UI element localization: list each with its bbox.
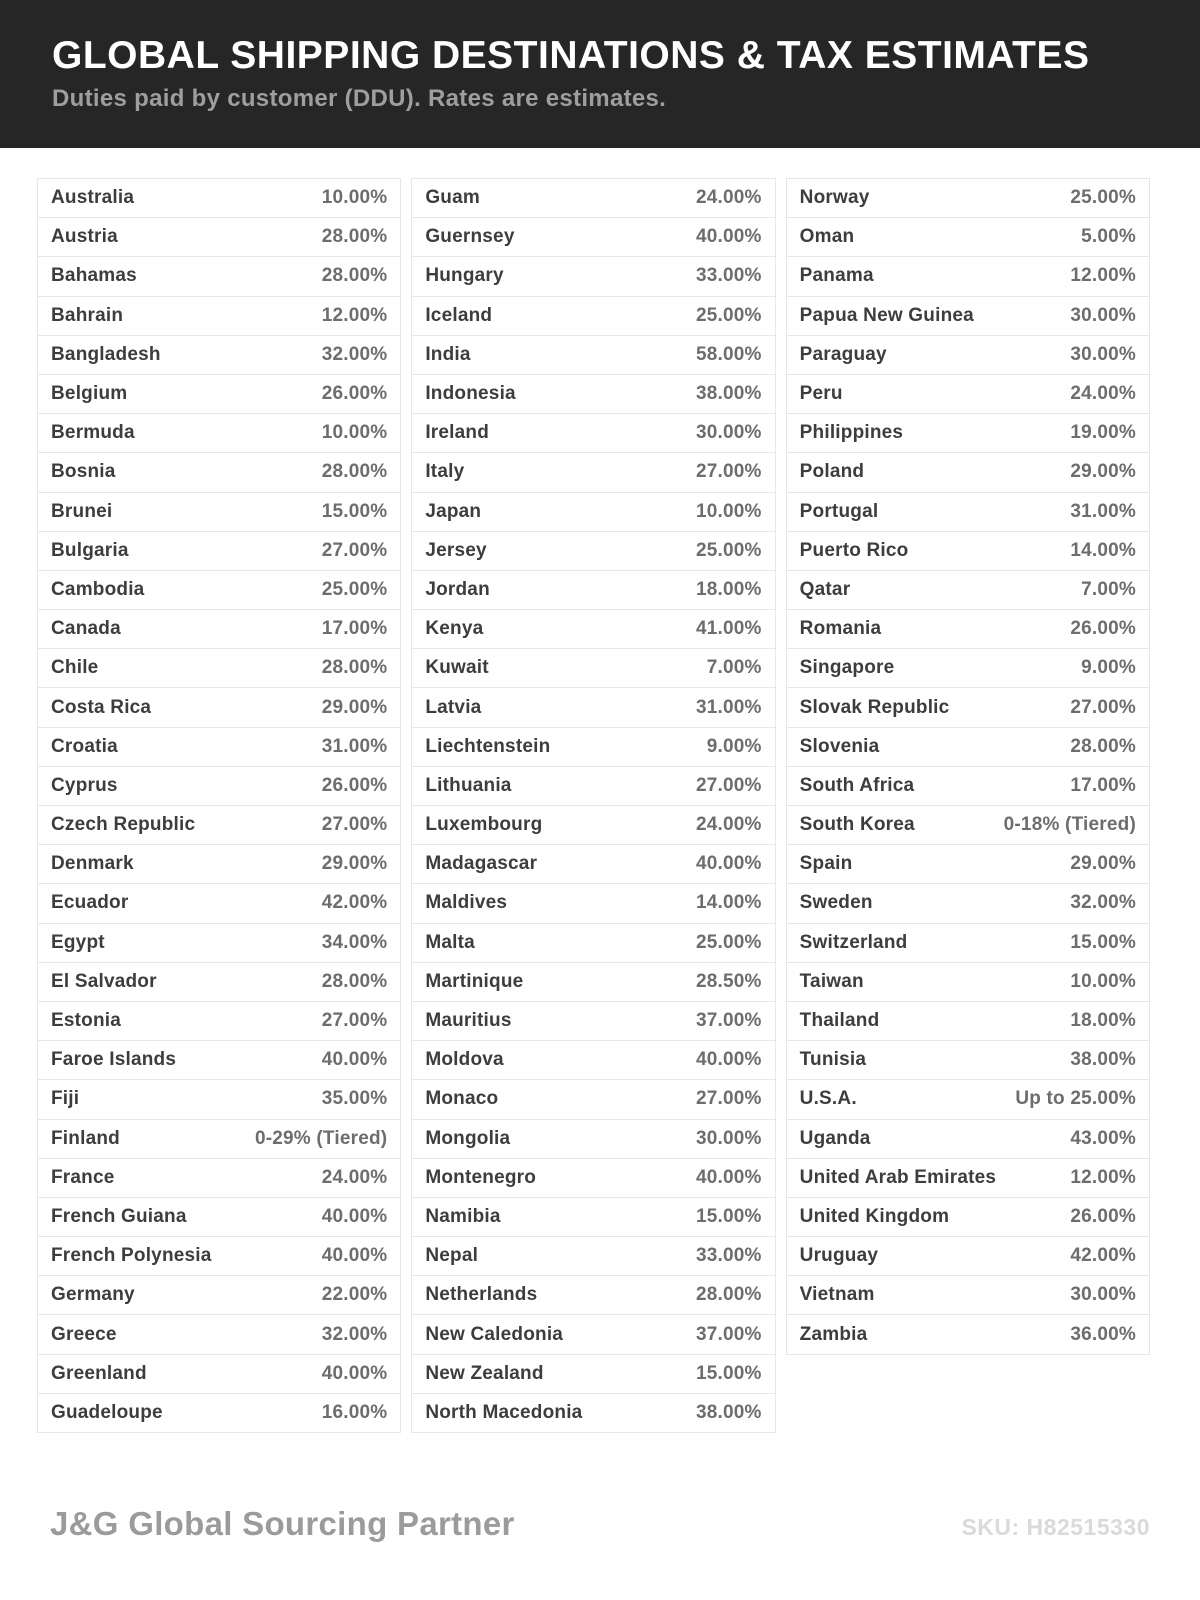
country-name: French Guiana — [51, 1205, 187, 1227]
tax-rate: 24.00% — [321, 1166, 388, 1188]
country-name: France — [51, 1166, 115, 1188]
country-name: Uganda — [799, 1127, 871, 1149]
tax-rate: 12.00% — [1070, 1166, 1136, 1188]
country-name: South Korea — [799, 814, 915, 836]
table-row — [412, 1159, 774, 1198]
country-name: Guadeloupe — [51, 1401, 163, 1423]
tax-rate: 5.00% — [1081, 226, 1136, 248]
country-name: Kenya — [425, 618, 484, 640]
tax-rate: 25.00% — [1070, 187, 1136, 209]
country-name: Croatia — [51, 735, 118, 757]
page-footer — [50, 1505, 1150, 1543]
table-row — [412, 884, 774, 923]
table-row — [412, 1120, 774, 1159]
table-row — [787, 649, 1149, 688]
tax-rate: 10.00% — [696, 500, 762, 522]
table-row — [787, 688, 1149, 727]
page-title: GLOBAL SHIPPING DESTINATIONS & TAX ESTIMATES — [52, 34, 1090, 77]
table-row — [38, 1276, 400, 1315]
tax-rate: 40.00% — [696, 1166, 762, 1188]
tax-rate: 28.00% — [321, 461, 388, 483]
country-name: Costa Rica — [51, 696, 152, 718]
country-name: United Arab Emirates — [799, 1166, 997, 1188]
country-name: Czech Republic — [51, 814, 196, 836]
tax-rate: 26.00% — [321, 383, 388, 405]
table-row — [412, 1198, 774, 1237]
tax-rate: 32.00% — [1070, 892, 1136, 914]
country-name: Guam — [425, 187, 480, 209]
tax-rate: 0-29% (Tiered) — [254, 1127, 388, 1149]
country-name: New Caledonia — [425, 1323, 564, 1345]
country-name: Papua New Guinea — [799, 304, 974, 326]
table-row — [38, 1159, 400, 1198]
table-row — [787, 1198, 1149, 1237]
country-name: Brunei — [51, 500, 113, 522]
tax-rate: 19.00% — [1070, 422, 1136, 444]
table-row — [38, 688, 400, 727]
tax-rate: 12.00% — [1070, 265, 1136, 287]
country-name: Fiji — [51, 1088, 80, 1110]
table-row — [38, 767, 400, 806]
country-name: Portugal — [799, 500, 879, 522]
country-name: Netherlands — [425, 1284, 538, 1306]
table-row — [38, 375, 400, 414]
table-row — [412, 1002, 774, 1041]
country-name: Ecuador — [51, 892, 129, 914]
country-name: Latvia — [425, 696, 482, 718]
table-row — [787, 218, 1149, 257]
table-row — [787, 924, 1149, 963]
country-name: Romania — [799, 618, 882, 640]
country-name: Estonia — [51, 1010, 122, 1032]
table-row — [412, 375, 774, 414]
country-name: Taiwan — [799, 970, 864, 992]
table-row — [412, 179, 774, 218]
table-row — [412, 1276, 774, 1315]
table-row — [787, 297, 1149, 336]
country-name: Denmark — [51, 853, 134, 875]
tax-rate: 30.00% — [1070, 343, 1136, 365]
country-name: Moldova — [425, 1049, 504, 1071]
country-name: Norway — [799, 187, 870, 209]
table-row — [412, 845, 774, 884]
tax-rate: 24.00% — [696, 187, 762, 209]
tax-rate: 26.00% — [1070, 618, 1136, 640]
table-row — [38, 493, 400, 532]
tax-rate: 30.00% — [696, 422, 762, 444]
table-row — [38, 884, 400, 923]
tax-rate: 25.00% — [696, 539, 762, 561]
country-name: Bahamas — [51, 265, 137, 287]
table-row — [787, 414, 1149, 453]
country-name: El Salvador — [51, 970, 157, 992]
tax-rate: Up to 25.00% — [1015, 1088, 1136, 1110]
table-row — [38, 414, 400, 453]
country-name: Australia — [51, 187, 135, 209]
country-name: Jordan — [425, 578, 490, 600]
tax-rate: 40.00% — [696, 853, 762, 875]
table-row — [787, 493, 1149, 532]
tax-rate: 17.00% — [321, 618, 388, 640]
sku-label: SKU: H82515330 — [961, 1514, 1150, 1540]
tax-rate: 27.00% — [1070, 696, 1136, 718]
tax-rate: 27.00% — [696, 461, 762, 483]
country-name: Greenland — [51, 1362, 147, 1384]
country-name: Austria — [51, 226, 118, 248]
table-row — [412, 610, 774, 649]
country-name: Japan — [425, 500, 482, 522]
tax-rate: 40.00% — [696, 226, 762, 248]
tax-rate: 15.00% — [696, 1362, 762, 1384]
tax-rate: 7.00% — [706, 657, 762, 679]
country-name: Qatar — [799, 578, 851, 600]
table-row — [38, 257, 400, 296]
tax-rate: 18.00% — [696, 578, 762, 600]
tax-rate: 33.00% — [696, 1245, 762, 1267]
country-name: Spain — [799, 853, 853, 875]
tax-rate: 28.00% — [321, 657, 388, 679]
country-name: North Macedonia — [425, 1401, 583, 1423]
rates-column-3 — [786, 178, 1150, 1355]
tax-rate: 15.00% — [321, 500, 388, 522]
tax-rate: 9.00% — [1081, 657, 1136, 679]
table-row — [38, 610, 400, 649]
tax-rate: 32.00% — [321, 343, 388, 365]
tax-rate: 28.00% — [321, 265, 388, 287]
tax-rate: 30.00% — [696, 1127, 762, 1149]
table-row — [787, 1041, 1149, 1080]
country-name: Lithuania — [425, 774, 512, 796]
tax-rate: 10.00% — [321, 187, 388, 209]
table-row — [787, 963, 1149, 1002]
tax-rate: 25.00% — [696, 304, 762, 326]
country-name: Thailand — [799, 1010, 880, 1032]
tax-rate: 29.00% — [321, 853, 388, 875]
country-name: Bangladesh — [51, 343, 161, 365]
country-name: Slovenia — [799, 735, 880, 757]
tax-rate: 31.00% — [696, 696, 762, 718]
country-name: Guernsey — [425, 226, 515, 248]
country-name: Greece — [51, 1323, 117, 1345]
country-name: Sweden — [799, 892, 873, 914]
tax-rate: 40.00% — [321, 1245, 388, 1267]
country-name: Switzerland — [799, 931, 908, 953]
table-row — [38, 336, 400, 375]
table-row — [787, 884, 1149, 923]
table-row — [38, 218, 400, 257]
table-row — [412, 1315, 774, 1354]
country-name: Mongolia — [425, 1127, 511, 1149]
country-name: Mauritius — [425, 1010, 512, 1032]
country-name: Oman — [799, 226, 855, 248]
rates-column-1 — [37, 178, 401, 1433]
table-row — [38, 1041, 400, 1080]
country-name: Liechtenstein — [425, 735, 551, 757]
country-name: South Africa — [799, 774, 915, 796]
country-name: Poland — [799, 461, 865, 483]
table-row — [787, 767, 1149, 806]
country-name: French Polynesia — [51, 1245, 212, 1267]
tax-rate: 27.00% — [321, 814, 388, 836]
table-row — [787, 845, 1149, 884]
table-row — [412, 767, 774, 806]
country-name: Canada — [51, 618, 121, 640]
country-name: Faroe Islands — [51, 1049, 177, 1071]
table-row — [38, 728, 400, 767]
tax-rate: 0-18% (Tiered) — [1003, 814, 1136, 836]
tax-rate: 40.00% — [321, 1205, 388, 1227]
country-name: Malta — [425, 931, 475, 953]
table-row — [38, 1394, 400, 1432]
country-name: Vietnam — [799, 1284, 875, 1306]
rates-column-2 — [411, 178, 775, 1433]
tax-rate: 42.00% — [321, 892, 388, 914]
table-row — [787, 179, 1149, 218]
tax-rate: 28.00% — [1070, 735, 1136, 757]
country-name: Singapore — [799, 657, 895, 679]
table-row — [412, 1080, 774, 1119]
page-header — [0, 0, 1200, 148]
table-row — [38, 1002, 400, 1041]
tax-rate: 29.00% — [1070, 853, 1136, 875]
table-row — [412, 963, 774, 1002]
country-name: Chile — [51, 657, 99, 679]
table-row — [412, 1041, 774, 1080]
country-name: Germany — [51, 1284, 135, 1306]
tax-rate: 10.00% — [1070, 970, 1136, 992]
tax-rate: 33.00% — [696, 265, 762, 287]
country-name: Egypt — [51, 931, 105, 953]
country-name: Jersey — [425, 539, 487, 561]
tax-rate: 15.00% — [696, 1205, 762, 1227]
tax-rate: 25.00% — [696, 931, 762, 953]
table-row — [787, 1159, 1149, 1198]
table-row — [38, 1198, 400, 1237]
page-subtitle: Duties paid by customer (DDU). Rates are estimates. — [52, 84, 667, 112]
tax-rate: 27.00% — [321, 539, 388, 561]
tax-rate: 22.00% — [321, 1284, 388, 1306]
tax-rate: 40.00% — [696, 1049, 762, 1071]
tax-rate: 25.00% — [321, 578, 388, 600]
tax-rate: 15.00% — [1070, 931, 1136, 953]
table-row — [412, 728, 774, 767]
table-row — [412, 649, 774, 688]
tax-rate: 26.00% — [1070, 1205, 1136, 1227]
country-name: Montenegro — [425, 1166, 537, 1188]
country-name: New Zealand — [425, 1362, 544, 1384]
country-name: Madagascar — [425, 853, 538, 875]
tax-rate: 38.00% — [696, 383, 762, 405]
tax-rate: 14.00% — [696, 892, 762, 914]
tax-rate: 27.00% — [696, 774, 762, 796]
tax-rate: 18.00% — [1070, 1010, 1136, 1032]
table-row — [412, 414, 774, 453]
table-row — [412, 297, 774, 336]
country-name: Belgium — [51, 383, 128, 405]
tax-rate: 32.00% — [321, 1323, 388, 1345]
table-row — [412, 218, 774, 257]
table-row — [38, 963, 400, 1002]
table-row — [412, 688, 774, 727]
country-name: Monaco — [425, 1088, 499, 1110]
tax-rate: 28.00% — [321, 970, 388, 992]
country-name: Italy — [425, 461, 465, 483]
table-row — [412, 924, 774, 963]
tax-rate: 28.50% — [696, 970, 762, 992]
table-row — [38, 1120, 400, 1159]
tax-rate: 16.00% — [321, 1401, 388, 1423]
table-row — [787, 453, 1149, 492]
tax-rate: 43.00% — [1070, 1127, 1136, 1149]
table-row — [412, 453, 774, 492]
table-row — [38, 297, 400, 336]
country-name: Panama — [799, 265, 874, 287]
country-name: Philippines — [799, 422, 904, 444]
tax-rate: 37.00% — [696, 1323, 762, 1345]
country-name: Maldives — [425, 892, 508, 914]
table-row — [38, 1315, 400, 1354]
tax-rate-table — [37, 178, 1150, 1433]
country-name: Uruguay — [799, 1245, 879, 1267]
table-row — [412, 257, 774, 296]
tax-rate: 24.00% — [696, 814, 762, 836]
country-name: Peru — [799, 383, 843, 405]
tax-rate: 14.00% — [1070, 539, 1136, 561]
country-name: Martinique — [425, 970, 524, 992]
country-name: Bosnia — [51, 461, 116, 483]
tax-rate: 41.00% — [696, 618, 762, 640]
table-row — [787, 336, 1149, 375]
country-name: Kuwait — [425, 657, 489, 679]
table-row — [787, 1120, 1149, 1159]
table-row — [412, 806, 774, 845]
table-row — [38, 806, 400, 845]
tax-rate: 31.00% — [1070, 500, 1136, 522]
tax-rate: 29.00% — [321, 696, 388, 718]
table-row — [38, 179, 400, 218]
table-row — [787, 1080, 1149, 1119]
tax-rate: 12.00% — [321, 304, 388, 326]
tax-rate: 28.00% — [696, 1284, 762, 1306]
country-name: India — [425, 343, 471, 365]
table-row — [787, 806, 1149, 845]
country-name: Paraguay — [799, 343, 887, 365]
country-name: U.S.A. — [799, 1088, 857, 1110]
table-row — [787, 728, 1149, 767]
tax-rate: 17.00% — [1070, 774, 1136, 796]
country-name: Luxembourg — [425, 814, 543, 836]
table-row — [787, 1276, 1149, 1315]
country-name: Cyprus — [51, 774, 118, 796]
table-row — [787, 532, 1149, 571]
country-name: Puerto Rico — [799, 539, 909, 561]
country-name: Slovak Republic — [799, 696, 950, 718]
table-row — [412, 1237, 774, 1276]
table-row — [412, 532, 774, 571]
table-row — [412, 1394, 774, 1432]
country-name: Bulgaria — [51, 539, 129, 561]
table-row — [787, 257, 1149, 296]
table-row — [787, 610, 1149, 649]
tax-rate: 30.00% — [1070, 1284, 1136, 1306]
tax-rate: 24.00% — [1070, 383, 1136, 405]
tax-rate: 31.00% — [321, 735, 388, 757]
country-name: Zambia — [799, 1323, 868, 1345]
tax-rate: 9.00% — [706, 735, 762, 757]
country-name: Namibia — [425, 1205, 501, 1227]
country-name: Bermuda — [51, 422, 135, 444]
table-row — [38, 571, 400, 610]
tax-rate: 27.00% — [696, 1088, 762, 1110]
tax-rate: 29.00% — [1070, 461, 1136, 483]
table-row — [38, 649, 400, 688]
tax-rate: 35.00% — [321, 1088, 388, 1110]
country-name: United Kingdom — [799, 1205, 950, 1227]
brand-name: J&G Global Sourcing Partner — [50, 1505, 515, 1542]
country-name: Iceland — [425, 304, 493, 326]
table-row — [38, 532, 400, 571]
table-row — [787, 571, 1149, 610]
country-name: Bahrain — [51, 304, 124, 326]
table-row — [412, 336, 774, 375]
table-row — [38, 845, 400, 884]
table-row — [412, 571, 774, 610]
country-name: Ireland — [425, 422, 490, 444]
tax-rate: 42.00% — [1070, 1245, 1136, 1267]
table-row — [787, 1002, 1149, 1041]
country-name: Tunisia — [799, 1049, 867, 1071]
country-name: Indonesia — [425, 383, 516, 405]
table-row — [38, 1237, 400, 1276]
tax-rate: 30.00% — [1070, 304, 1136, 326]
table-row — [787, 1315, 1149, 1353]
tax-rate: 28.00% — [321, 226, 388, 248]
tax-rate: 7.00% — [1081, 578, 1136, 600]
tax-rate: 10.00% — [321, 422, 388, 444]
tax-rate: 40.00% — [321, 1362, 388, 1384]
tax-rate: 38.00% — [696, 1401, 762, 1423]
table-row — [787, 1237, 1149, 1276]
tax-rate: 36.00% — [1070, 1323, 1136, 1345]
tax-rate: 40.00% — [321, 1049, 388, 1071]
tax-rate: 58.00% — [696, 343, 762, 365]
country-name: Nepal — [425, 1245, 479, 1267]
table-row — [412, 1355, 774, 1394]
tax-rate: 38.00% — [1070, 1049, 1136, 1071]
table-row — [38, 1355, 400, 1394]
table-row — [787, 375, 1149, 414]
tax-rate: 27.00% — [321, 1010, 388, 1032]
country-name: Finland — [51, 1127, 120, 1149]
tax-rate: 37.00% — [696, 1010, 762, 1032]
table-row — [38, 924, 400, 963]
table-row — [38, 453, 400, 492]
tax-rate: 26.00% — [321, 774, 388, 796]
country-name: Hungary — [425, 265, 504, 287]
tax-rate: 34.00% — [321, 931, 388, 953]
country-name: Cambodia — [51, 578, 145, 600]
table-row — [412, 493, 774, 532]
table-row — [38, 1080, 400, 1119]
